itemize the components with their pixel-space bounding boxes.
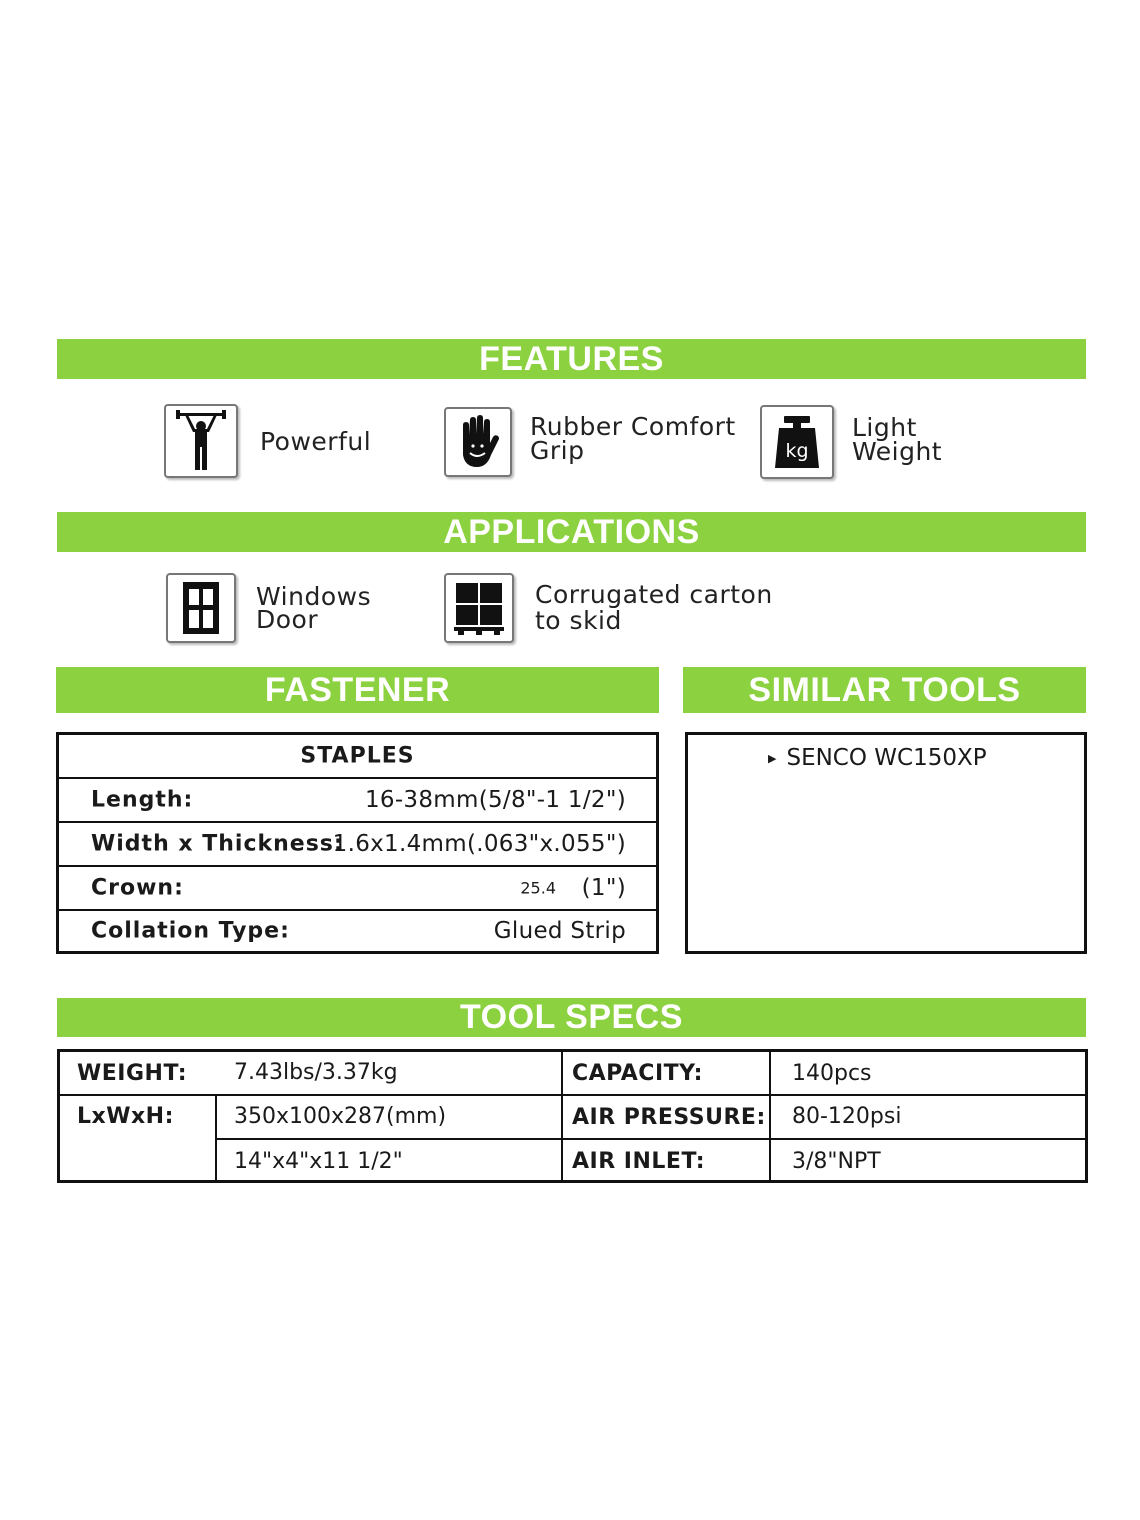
similar-tool-label: SENCO WC150XP [786,745,987,771]
feature-label-grip-line1: Rubber Comfort [530,412,736,441]
divider [215,1096,217,1180]
fastener-value-collation: Glued Strip [493,918,626,944]
application-label-door: Door [256,605,319,634]
table-row [59,867,656,911]
divider [769,1052,771,1180]
table-row [59,823,656,867]
feature-label-grip-line2: Grip [530,436,585,465]
fastener-table-header-row [59,735,656,779]
similar-tools-header: SIMILAR TOOLS [683,667,1086,713]
application-label-windows: Windows [256,582,372,611]
applications-header: APPLICATIONS [57,512,1086,552]
spec-label-capacity: CAPACITY: [572,1060,703,1086]
tool-specs-header: TOOL SPECS [57,998,1086,1037]
spec-value-weight: 7.43lbs/3.37kg [234,1059,398,1085]
triangle-bullet-icon: ▶ [768,751,777,765]
table-row [59,779,656,823]
table-row [59,911,656,951]
fastener-value-crown-mm: 25.4 [520,878,556,898]
fastener-key-crown: Crown: [91,875,184,901]
spec-value-air-inlet: 3/8"NPT [792,1148,881,1174]
spec-label-air-pressure: AIR PRESSURE: [572,1104,766,1130]
spec-label-dimensions: LxWxH: [77,1103,174,1129]
features-header: FEATURES [57,339,1086,379]
fastener-table [56,732,659,954]
spec-value-capacity: 140pcs [792,1060,872,1086]
svg-text:kg: kg [785,440,809,462]
carton-skid-icon [444,573,514,643]
fastener-table-header: STAPLES [300,743,415,769]
fastener-value-width: 1.6x1.4mm(.063"x.055") [332,831,626,857]
divider [561,1052,563,1180]
fastener-header: FASTENER [56,667,659,713]
spec-value-dimensions-imperial: 14"x4"x11 1/2" [234,1148,403,1174]
application-label-carton: Corrugated carton [535,580,773,609]
spec-value-dimensions-metric: 350x100x287(mm) [234,1103,447,1129]
fastener-value-crown-inch: (1") [581,875,626,901]
spec-label-air-inlet: AIR INLET: [572,1148,706,1174]
fastener-key-length: Length: [91,787,194,813]
kg-weight-icon [760,405,834,479]
tool-specs-table [57,1049,1088,1183]
similar-tool-item[interactable] [768,745,987,771]
feature-label-light: Light [852,413,917,442]
window-door-icon [166,573,236,643]
spec-label-weight: WEIGHT: [77,1060,188,1086]
feature-label-powerful: Powerful [260,427,372,456]
fastener-key-collation: Collation Type: [91,918,290,944]
weightlifter-icon [164,404,238,478]
application-label-skid: to skid [535,606,622,635]
fastener-key-width: Width x Thickness: [91,831,344,857]
spec-value-air-pressure: 80-120psi [792,1103,902,1129]
glove-hand-icon [444,407,512,477]
feature-label-weight: Weight [852,437,943,466]
similar-tools-box [685,732,1087,954]
fastener-value-length: 16-38mm(5/8"-1 1/2") [364,787,626,813]
